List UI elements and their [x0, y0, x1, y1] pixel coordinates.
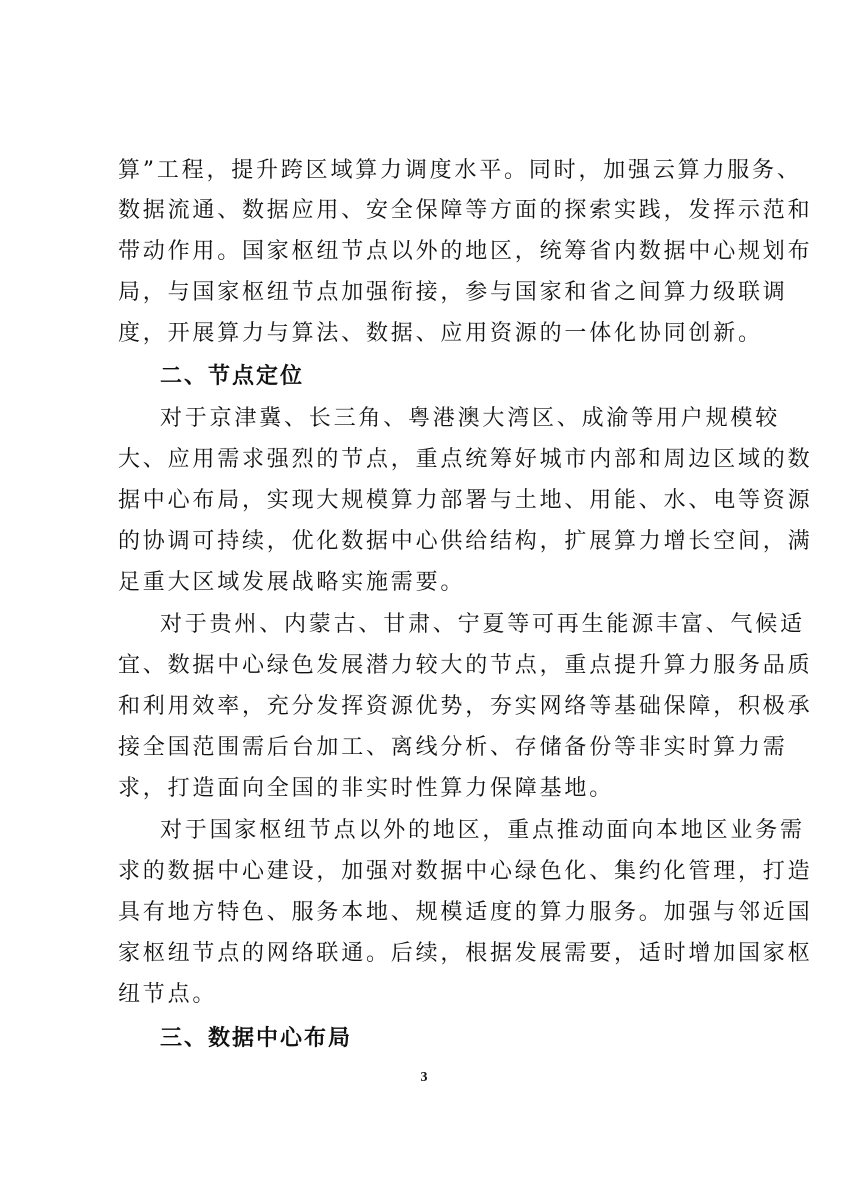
paragraph-line: 家枢纽节点的网络联通。后续，根据发展需要，适时增加国家枢	[118, 941, 813, 966]
paragraph-line: 对于国家枢纽节点以外的地区，重点推动面向本地区业务需	[160, 818, 805, 843]
body-text-line: 数据流通、数据应用、安全保障等方面的探索实践，发挥示范和	[118, 198, 813, 223]
body-text-line: 算”工程，提升跨区域算力调度水平。同时，加强云算力服务、	[118, 158, 802, 183]
body-text-line: 局，与国家枢纽节点加强衔接，参与国家和省之间算力级联调	[118, 280, 788, 305]
paragraph-line: 的协调可持续，优化数据中心供给结构，扩展算力增长空间，满	[118, 529, 813, 554]
paragraph-line: 纽节点。	[118, 982, 218, 1007]
paragraph-line: 和利用效率，充分发挥资源优势，夯实网络等基础保障，积极承	[118, 694, 813, 719]
paragraph-line: 对于贵州、内蒙古、甘肃、宁夏等可再生能源丰富、气候适	[160, 612, 805, 637]
paragraph-line: 接全国范围需后台加工、离线分析、存储备份等非实时算力需	[118, 735, 788, 760]
section-heading: 三、数据中心布局	[160, 1026, 353, 1051]
page-number: 3	[420, 1070, 428, 1085]
section-heading: 二、节点定位	[160, 364, 305, 389]
paragraph-line: 具有地方特色、服务本地、规模适度的算力服务。加强与邻近国	[118, 900, 813, 925]
paragraph-line: 足重大区域发展战略实施需要。	[118, 570, 466, 595]
paragraph-line: 求的数据中心建设，加强对数据中心绿色化、集约化管理，打造	[118, 859, 813, 884]
paragraph-line: 大、应用需求强烈的节点，重点统筹好城市内部和周边区域的数	[118, 447, 813, 472]
paragraph-line: 宜、数据中心绿色发展潜力较大的节点，重点提升算力服务品质	[118, 653, 813, 678]
body-text-line: 度，开展算力与算法、数据、应用资源的一体化协同创新。	[118, 321, 763, 346]
paragraph-line: 对于京津冀、长三角、粤港澳大湾区、成渝等用户规模较	[160, 406, 781, 431]
body-text-line: 带动作用。国家枢纽节点以外的地区，统筹省内数据中心规划布	[118, 239, 813, 264]
paragraph-line: 求，打造面向全国的非实时性算力保障基地。	[118, 776, 615, 801]
paragraph-line: 据中心布局，实现大规模算力部署与土地、用能、水、电等资源	[118, 488, 813, 513]
